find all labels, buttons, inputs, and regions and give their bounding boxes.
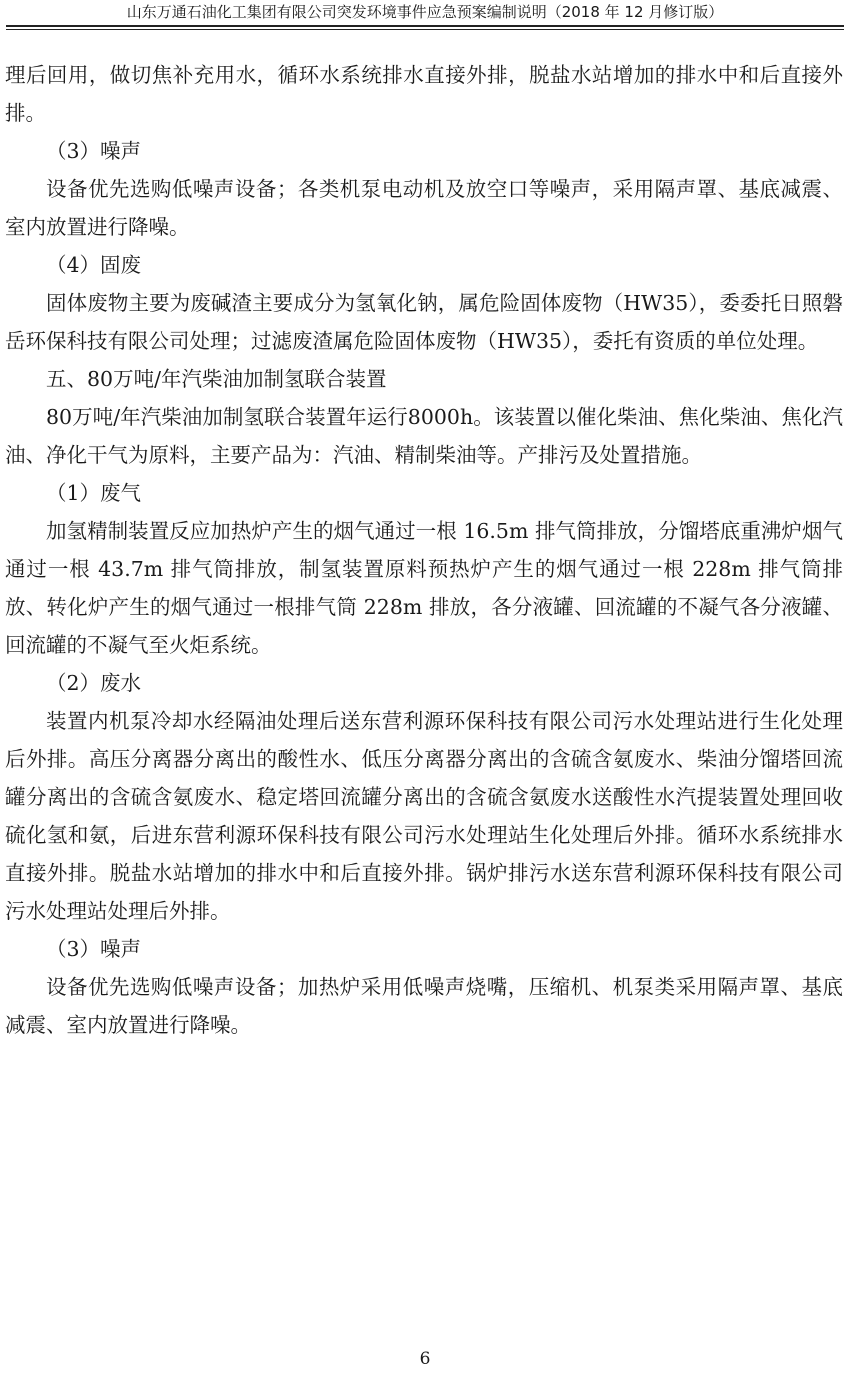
header-rule-thin <box>6 29 844 30</box>
section-heading: 五、80万吨/年汽柴油加制氢联合装置 <box>46 367 387 391</box>
paragraph-noise-2: 设备优先选购低噪声设备；加热炉采用低噪声烧嘴，压缩机、机泵类采用隔声罩、基底减震、室内放置进行降噪。 <box>5 975 843 1037</box>
subheading-waste-water: （2）废水 <box>46 671 142 695</box>
subheading-waste-gas: （1）废气 <box>46 481 142 505</box>
subheading-noise: （3）噪声 <box>46 139 142 163</box>
subheading-noise-2: （3）噪声 <box>46 937 142 961</box>
document-body <box>5 56 843 1044</box>
subheading-solid-waste: （4）固废 <box>46 253 142 277</box>
header-rule <box>6 25 844 27</box>
paragraph-waste-gas: 加氢精制装置反应加热炉产生的烟气通过一根 16.5m 排气筒排放，分馏塔底重沸炉烟气通过一根 43.7m 排气筒排放，制氢装置原料预热炉产生的烟气通过一根 228m 排气筒排放、转化炉产生的烟气通过一根排气筒 228m 排放，各分液罐、回流罐的不凝气各分液罐、回流罐的不凝气至火炬系统。 <box>5 519 843 657</box>
paragraph-continuation: 理后回用，做切焦补充用水，循环水系统排水直接外排，脱盐水站增加的排水中和后直接外排。 <box>5 63 843 125</box>
paragraph-solid-waste: 固体废物主要为废碱渣主要成分为氢氧化钠，属危险固体废物（HW35），委委托日照磐岳环保科技有限公司处理；过滤废渣属危险固体废物（HW35），委托有资质的单位处理。 <box>5 291 843 353</box>
paragraph-waste-water: 装置内机泵冷却水经隔油处理后送东营利源环保科技有限公司污水处理站进行生化处理后外排。高压分离器分离出的酸性水、低压分离器分离出的含硫含氨废水、柴油分馏塔回流罐分离出的含硫含氨废水、稳定塔回流罐分离出的含硫含氨废水送酸性水汽提装置处理回收硫化氢和氨，后进东营利源环保科技有限公司污水处理站生化处理后外排。循环水系统排水直接外排。脱盐水站增加的排水中和后直接外排。锅炉排污水送东营利源环保科技有限公司污水处理站处理后外排。 <box>5 709 843 923</box>
paragraph-unit-overview: 80万吨/年汽柴油加制氢联合装置年运行8000h。该装置以催化柴油、焦化柴油、焦化汽油、净化干气为原料，主要产品为：汽油、精制柴油等。产排污及处置措施。 <box>5 405 843 467</box>
page-header: 山东万通石油化工集团有限公司突发环境事件应急预案编制说明（2018 年 12 月修订版） <box>126 3 724 21</box>
page-number: 6 <box>419 1349 431 1369</box>
paragraph-noise: 设备优先选购低噪声设备；各类机泵电动机及放空口等噪声，采用隔声罩、基底减震、室内放置进行降噪。 <box>5 177 843 239</box>
